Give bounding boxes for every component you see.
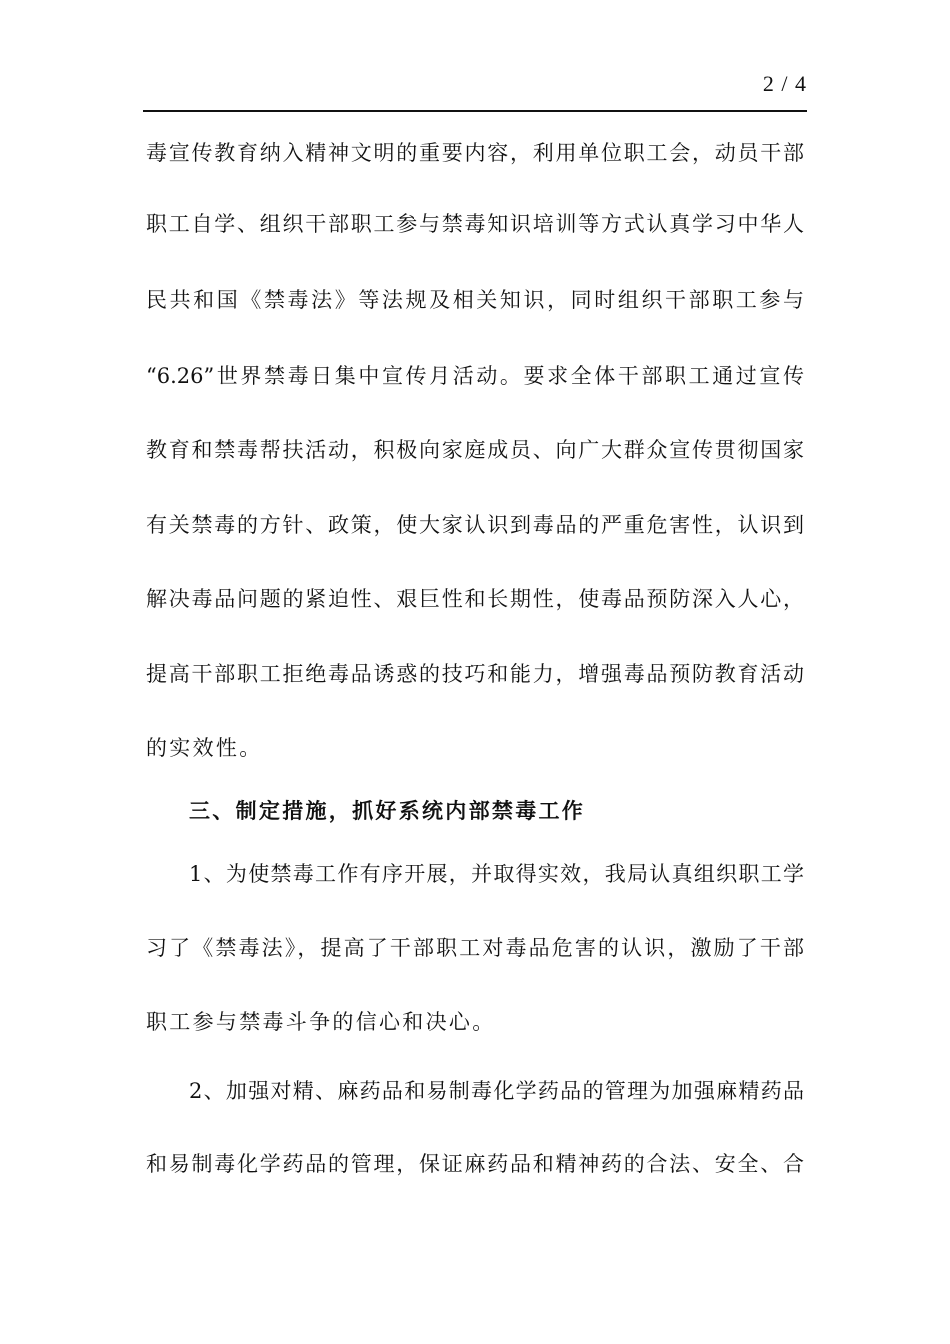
page-number: 2 / 4 — [762, 71, 807, 96]
paragraph-line: 教育和禁毒帮扶活动，积极向家庭成员、向广大群众宣传贯彻国家 — [146, 438, 804, 462]
paragraph-line: 提高干部职工拒绝毒品诱惑的技巧和能力，增强毒品预防教育活动 — [146, 662, 804, 686]
paragraph-line: 解决毒品问题的紧迫性、艰巨性和长期性，使毒品预防深入人心， — [146, 587, 804, 611]
paragraph-line: 民共和国《禁毒法》等法规及相关知识，同时组织干部职工参与 — [146, 288, 804, 312]
section-heading: 三、制定措施，抓好系统内部禁毒工作 — [189, 798, 586, 823]
list-item-line: 职工参与禁毒斗争的信心和决心。 — [146, 1010, 496, 1034]
paragraph-line: 职工自学、组织干部职工参与禁毒知识培训等方式认真学习中华人 — [146, 212, 804, 236]
list-item-line: 1、为使禁毒工作有序开展，并取得实效，我局认真组织职工学 — [189, 862, 804, 886]
header-rule — [143, 110, 807, 112]
paragraph-line: 有关禁毒的方针、政策，使大家认识到毒品的严重危害性，认识到 — [146, 513, 804, 537]
list-item-line: 2、加强对精、麻药品和易制毒化学药品的管理为加强麻精药品 — [189, 1079, 804, 1103]
list-item-line: 习了《禁毒法》，提高了干部职工对毒品危害的认识，激励了干部 — [146, 936, 804, 960]
paragraph-line: 毒宣传教育纳入精神文明的重要内容，利用单位职工会，动员干部 — [146, 141, 804, 165]
list-item-line: 和易制毒化学药品的管理，保证麻药品和精神药的合法、安全、合 — [146, 1152, 804, 1176]
paragraph-line: “6.26”世界禁毒日集中宣传月活动。要求全体干部职工通过宣传 — [146, 364, 804, 388]
paragraph-line: 的实效性。 — [146, 736, 263, 760]
